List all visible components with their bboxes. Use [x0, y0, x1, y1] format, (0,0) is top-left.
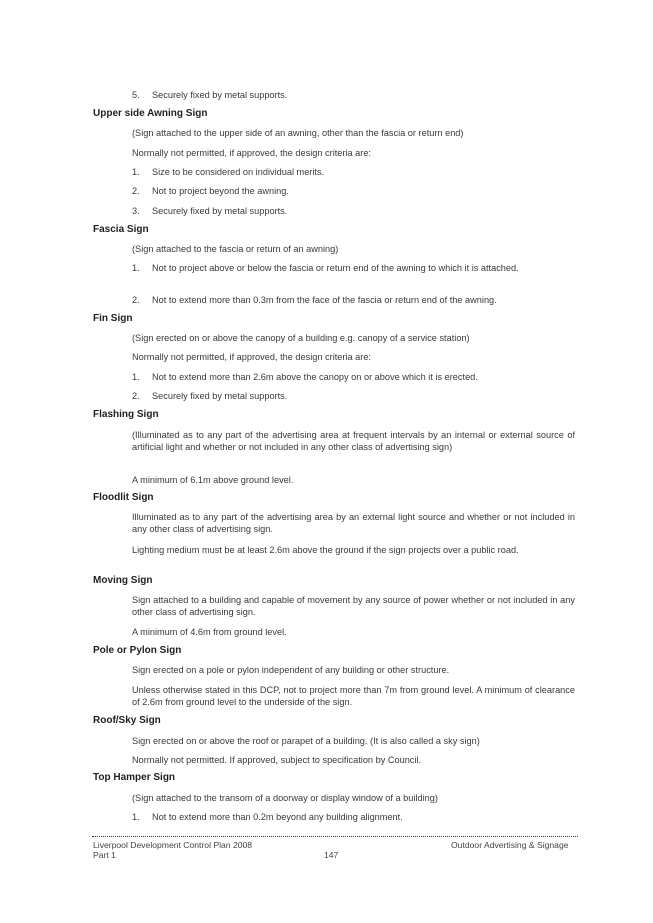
list-item-number: 2.: [132, 186, 140, 196]
numbered-list-item: [132, 390, 575, 402]
list-item-number: 2.: [132, 295, 140, 305]
section-heading: Pole or Pylon Sign: [93, 645, 182, 656]
body-paragraph: Normally not permitted. If approved, subject to specification by Council.: [132, 755, 422, 765]
numbered-list-item: [132, 89, 575, 101]
list-item-text: Securely fixed by metal supports.: [152, 90, 288, 100]
list-item-text: Not to extend more than 2.6m above the canopy on or above which it is erected.: [152, 372, 478, 382]
footer-section-title: Outdoor Advertising & Signage: [451, 840, 569, 850]
numbered-list-item: [132, 205, 575, 217]
footer-divider: [92, 836, 578, 837]
numbered-list-item: [132, 262, 575, 274]
body-paragraph: (Sign erected on or above the canopy of a building e.g. canopy of a service station): [132, 333, 470, 343]
list-item-number: 2.: [132, 391, 140, 401]
body-paragraph: Unless otherwise stated in this DCP, not to project more than 7m from ground level. A minimum of clearance of 2.6m from ground level to the underside of the sign.: [132, 685, 575, 708]
footer-part-label: Part 1: [93, 850, 116, 860]
list-item-text: Securely fixed by metal supports.: [152, 391, 288, 401]
body-paragraph: Lighting medium must be at least 2.6m above the ground if the sign projects over a public road.: [132, 545, 519, 555]
numbered-list-item: [132, 371, 575, 383]
body-paragraph: (Sign attached to the fascia or return of an awning): [132, 244, 339, 254]
body-paragraph: Normally not permitted, if approved, the design criteria are:: [132, 352, 371, 362]
list-item-number: 3.: [132, 206, 140, 216]
body-paragraph: A minimum of 4.6m from ground level.: [132, 627, 287, 637]
body-paragraph: Sign attached to a building and capable of movement by any source of power whether or not included in any other class of advertising sign.: [132, 595, 575, 618]
section-heading: Moving Sign: [93, 575, 153, 586]
body-paragraph: (Sign attached to the transom of a doorway or display window of a building): [132, 793, 438, 803]
footer-page-number: 147: [324, 850, 339, 860]
list-item-text: Securely fixed by metal supports.: [152, 206, 288, 216]
list-item-text: Not to extend more than 0.3m from the face of the fascia or return end of the awning.: [152, 295, 497, 305]
numbered-list-item: [132, 811, 575, 823]
body-paragraph: A minimum of 6.1m above ground level.: [132, 475, 294, 485]
section-heading: Upper side Awning Sign: [93, 108, 208, 119]
numbered-list-item: [132, 166, 575, 178]
list-item-number: 5.: [132, 90, 140, 100]
list-item-text: Not to extend more than 0.2m beyond any building alignment.: [152, 812, 403, 822]
body-paragraph: (Sign attached to the upper side of an awning, other than the fascia or return end): [132, 128, 464, 138]
numbered-list-item: [132, 185, 575, 197]
body-paragraph: Sign erected on a pole or pylon independent of any building or other structure.: [132, 665, 450, 675]
section-heading: Fascia Sign: [93, 224, 149, 235]
list-item-text: Not to project above or below the fascia or return end of the awning to which it is attached.: [152, 263, 519, 273]
section-heading: Flashing Sign: [93, 409, 159, 420]
numbered-list-item: [132, 294, 575, 306]
list-item-number: 1.: [132, 372, 140, 382]
list-item-text: Size to be considered on individual merits.: [152, 167, 325, 177]
list-item-number: 1.: [132, 167, 140, 177]
section-heading: Fin Sign: [93, 313, 133, 324]
list-item-number: 1.: [132, 812, 140, 822]
section-heading: Roof/Sky Sign: [93, 715, 161, 726]
body-paragraph: Normally not permitted, if approved, the design criteria are:: [132, 148, 371, 158]
section-heading: Top Hamper Sign: [93, 772, 176, 783]
list-item-text: Not to project beyond the awning.: [152, 186, 289, 196]
body-paragraph: Sign erected on or above the roof or parapet of a building. (It is also called a sky sign): [132, 736, 480, 746]
footer-document-title: Liverpool Development Control Plan 2008: [93, 840, 253, 850]
body-paragraph: (Illuminated as to any part of the advertising area at frequent intervals by an internal or external source of artificial light and whether or not included in any other class of advertising sign): [132, 430, 575, 453]
body-paragraph: Illuminated as to any part of the advertising area by an external light source and whether or not included in any other class of advertising sign.: [132, 512, 575, 535]
list-item-number: 1.: [132, 263, 140, 273]
section-heading: Floodlit Sign: [93, 492, 154, 503]
